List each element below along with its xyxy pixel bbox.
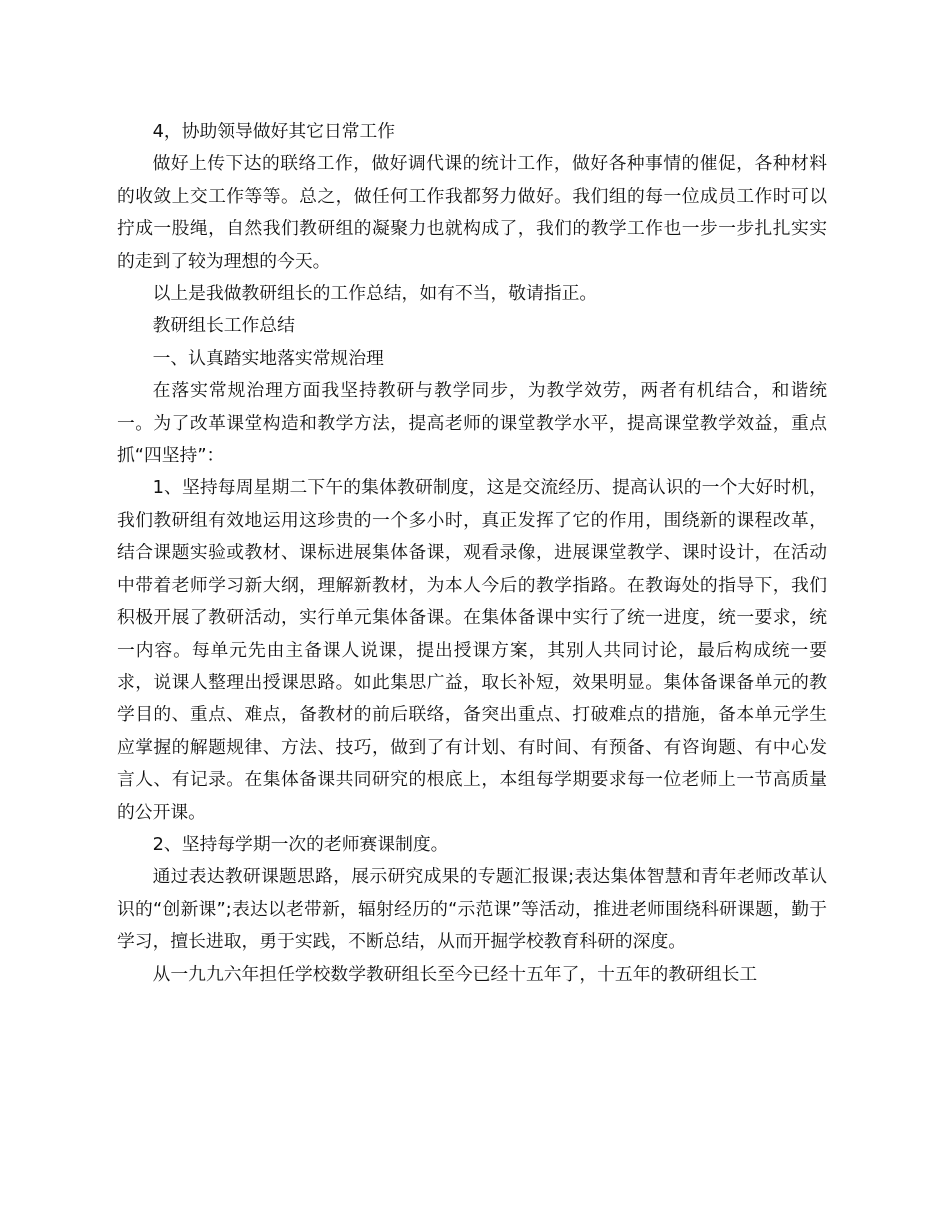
document-body	[117, 116, 827, 991]
section-title: 教研组长工作总结	[152, 315, 295, 337]
paragraph: 4，协助领导做好其它日常工作	[152, 121, 396, 142]
paragraph: 以上是我做教研组长的工作总结，如有不当，敬请指正。	[152, 283, 598, 305]
paragraph: 2、坚持每学期一次的老师赛课制度。	[152, 833, 449, 855]
paragraph: 在落实常规治理方面我坚持教研与教学同步，为教学效劳，两者有机结合，和谐统一。为了改革课堂构造和教学方法，提高老师的课堂教学水平，提高课堂教学效益，重点抓“四坚持”：	[117, 380, 827, 467]
paragraph: 通过表达教研课题思路，展示研究成果的专题汇报课;表达集体智慧和青年老师改革认识的“创新课”;表达以老带新，辐射经历的“示范课”等活动，推进老师围绕科研课题，勤于学习，擅长进取，勇于实践，不断总结，从而开掘学校教育科研的深度。	[117, 866, 827, 953]
paragraph: 1、坚持每周星期二下午的集体教研制度，这是交流经历、提高认识的一个大好时机，我们教研组有效地运用这珍贵的一个多小时，真正发挥了它的作用，围绕新的课程改革，结合课题实验或教材、课标进展集体备课，观看录像，进展课堂教学、课时设计，在活动中带着老师学习新大纲，理解新教材，为本人今后的教学指路。在教诲处的指导下，我们积极开展了教研活动，实行单元集体备课。在集体备课中实行了统一进度，统一要求，统一内容。每单元先由主备课人说课，提出授课方案，其别人共同讨论，最后构成统一要求，说课人整理出授课思路。如此集思广益，取长补短，效果明显。集体备课备单元的教学目的、重点、难点，备教材的前后联络，备突出重点、打破难点的措施，备本单元学生应掌握的解题规律、方法、技巧，做到了有计划、有时间、有预备、有咨询题、有中心发言人、有记录。在集体备课共同研究的根底上，本组每学期要求每一位老师上一节高质量的公开课。	[117, 477, 827, 823]
section-heading: 一、认真踏实地落实常规治理	[152, 347, 384, 369]
paragraph: 从一九九六年担任学校数学教研组长至今已经十五年了，十五年的教研组长工	[152, 963, 758, 985]
paragraph: 做好上传下达的联络工作，做好调代课的统计工作，做好各种事情的催促，各种材料的收敛上交工作等等。总之，做任何工作我都努力做好。我们组的每一位成员工作时可以拧成一股绳，自然我们教研组的凝聚力也就构成了，我们的教学工作也一步一步扎扎实实的走到了较为理想的今天。	[117, 153, 827, 272]
